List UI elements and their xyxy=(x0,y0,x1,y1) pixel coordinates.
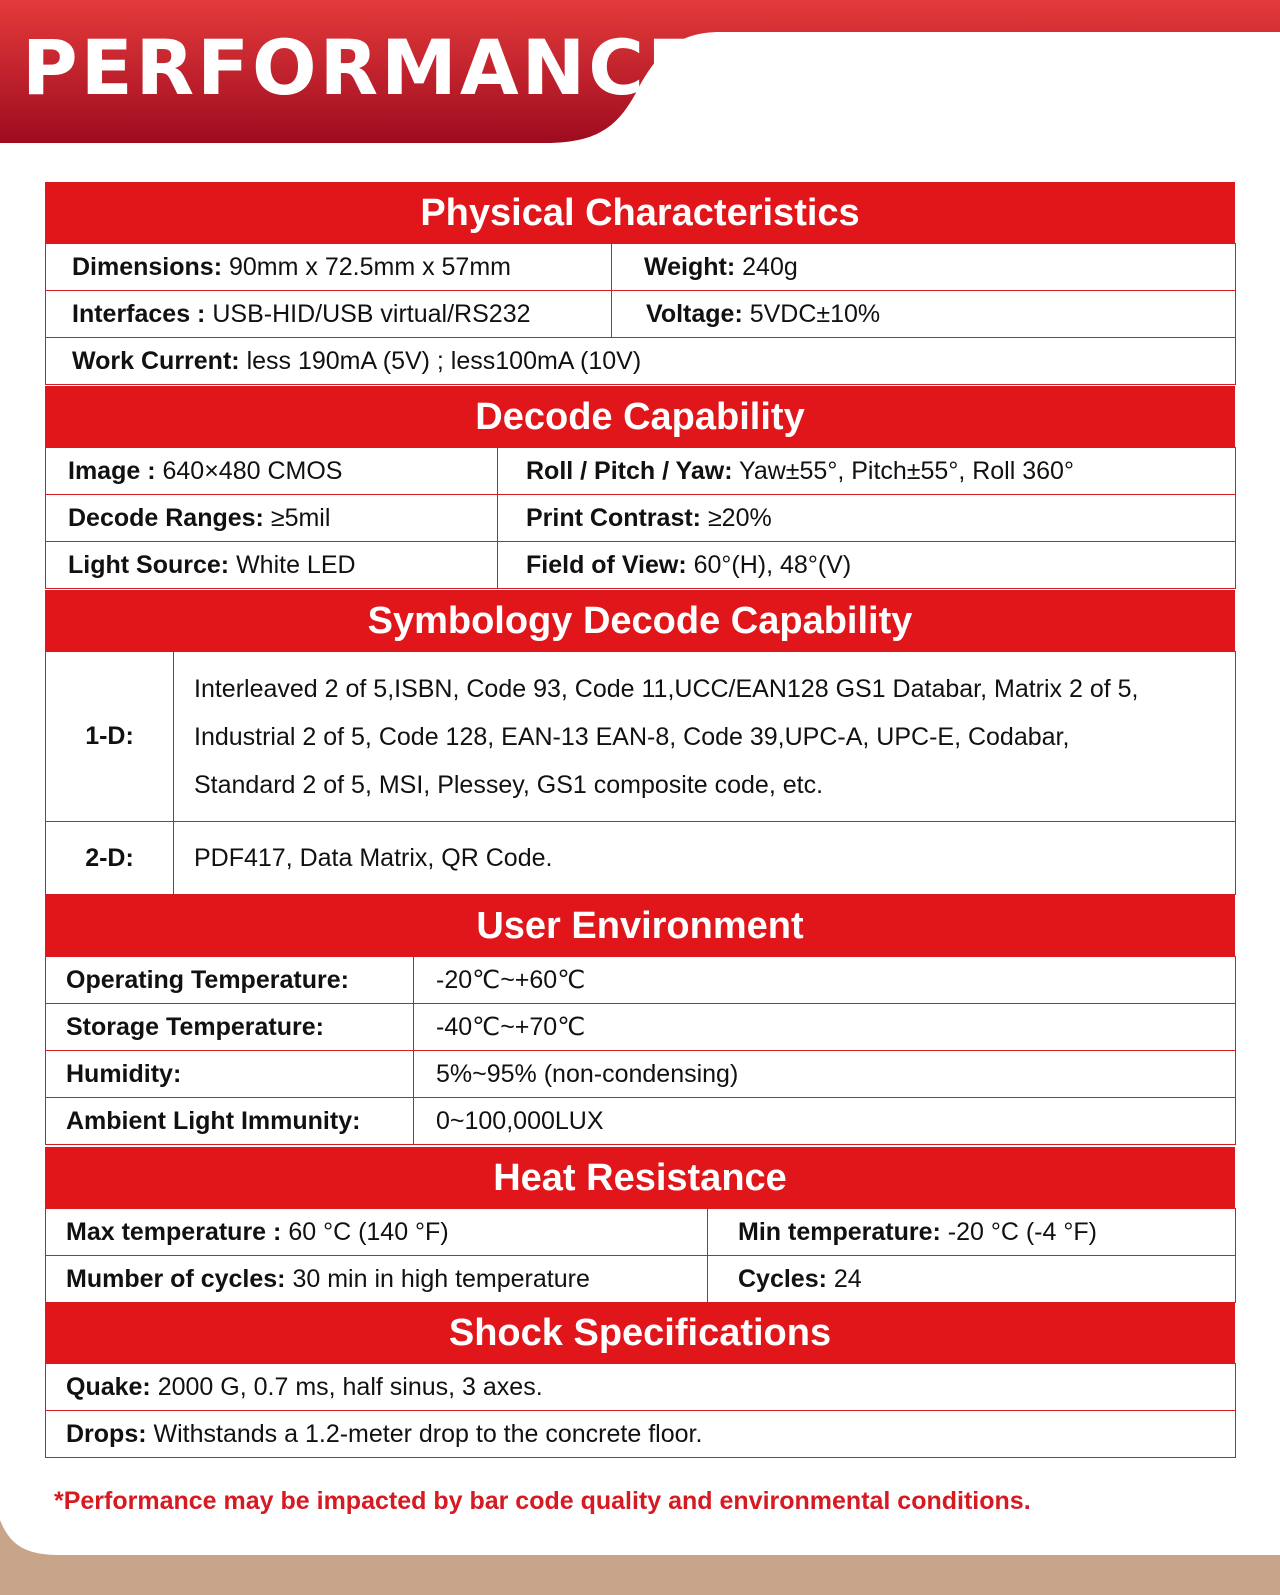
table-row xyxy=(46,1209,1236,1256)
spec-cell xyxy=(46,291,612,338)
table-row xyxy=(46,244,1236,291)
spec-label: Interfaces : xyxy=(72,299,206,328)
spec-value: USB-HID/USB virtual/RS232 xyxy=(212,299,531,328)
section-header-decode: Decode Capability xyxy=(45,386,1235,448)
spec-label: Operating Temperature: xyxy=(46,957,414,1004)
spec-value: 240g xyxy=(742,252,798,281)
spec-label: Weight: xyxy=(644,252,736,281)
spec-value: 60 °C (140 °F) xyxy=(288,1217,449,1246)
symbology-1d-line: Industrial 2 of 5, Code 128, EAN-13 EAN-8, Code 39,UPC-A, UPC-E, Codabar, xyxy=(194,722,1070,751)
table-row xyxy=(46,1051,1236,1098)
bottom-band-shape xyxy=(0,1520,1280,1595)
spec-value: 2000 G, 0.7 ms, half sinus, 3 axes. xyxy=(157,1372,543,1401)
spec-label: Field of View: xyxy=(526,550,687,579)
spec-label: Decode Ranges: xyxy=(68,503,264,532)
section-header-shock: Shock Specifications xyxy=(45,1302,1235,1364)
spec-value: -40℃~+70℃ xyxy=(414,1004,1236,1051)
spec-cell xyxy=(498,495,1236,542)
spec-value: 30 min in high temperature xyxy=(292,1264,590,1293)
spec-value: 0~100,000LUX xyxy=(414,1098,1236,1145)
spec-value: less 190mA (5V) ; less100mA (10V) xyxy=(246,346,642,375)
spec-value: ≥20% xyxy=(707,503,772,532)
section-header-physical: Physical Characteristics xyxy=(45,182,1235,244)
spec-cell xyxy=(46,244,612,291)
spec-cell xyxy=(46,1209,708,1256)
table-row xyxy=(46,495,1236,542)
spec-value: 24 xyxy=(833,1264,862,1293)
spec-label: Dimensions: xyxy=(72,252,223,281)
spec-label: Work Current: xyxy=(72,346,240,375)
symbology-table xyxy=(45,651,1236,895)
spec-cell xyxy=(46,1256,708,1303)
symbology-1d-line: Standard 2 of 5, MSI, Plessey, GS1 composite code, etc. xyxy=(194,770,824,799)
spec-value: 90mm x 72.5mm x 57mm xyxy=(228,252,511,281)
spec-label: Voltage: xyxy=(646,299,743,328)
symbology-2d-label: 2-D: xyxy=(46,822,174,895)
spec-label: Roll / Pitch / Yaw: xyxy=(526,456,733,485)
spec-cell xyxy=(612,244,1236,291)
symbology-1d-label: 1-D: xyxy=(46,652,174,822)
symbology-1d-line: Interleaved 2 of 5,ISBN, Code 93, Code 11,UCC/EAN128 GS1 Databar, Matrix 2 of 5, xyxy=(194,674,1139,703)
spec-value: 640×480 CMOS xyxy=(162,456,343,485)
spec-cell xyxy=(46,495,498,542)
performance-banner xyxy=(0,0,1280,150)
spec-label: Quake: xyxy=(66,1372,151,1401)
table-row xyxy=(46,338,1236,385)
spec-cell xyxy=(498,448,1236,495)
physical-table xyxy=(45,243,1236,385)
table-row xyxy=(46,1411,1236,1458)
section-header-environment: User Environment xyxy=(45,895,1235,957)
section-header-symbology: Symbology Decode Capability xyxy=(45,590,1235,652)
section-header-heat: Heat Resistance xyxy=(45,1147,1235,1209)
spec-cell xyxy=(46,1364,1236,1411)
shock-table xyxy=(45,1363,1236,1458)
table-row xyxy=(46,1256,1236,1303)
decode-table xyxy=(45,447,1236,589)
spec-cell xyxy=(46,1411,1236,1458)
spec-cell xyxy=(708,1256,1236,1303)
table-row xyxy=(46,1004,1236,1051)
spec-cell xyxy=(46,338,1236,385)
spec-label: Humidity: xyxy=(46,1051,414,1098)
symbology-1d-value xyxy=(174,652,1236,822)
table-row xyxy=(46,448,1236,495)
table-row xyxy=(46,652,1236,822)
spec-value: Withstands a 1.2-meter drop to the concrete floor. xyxy=(153,1419,703,1448)
table-row xyxy=(46,1098,1236,1145)
spec-label: Mumber of cycles: xyxy=(66,1264,286,1293)
spec-value: 60°(H), 48°(V) xyxy=(693,550,852,579)
spec-cell xyxy=(612,291,1236,338)
spec-label: Min temperature: xyxy=(738,1217,941,1246)
table-row xyxy=(46,957,1236,1004)
table-row xyxy=(46,291,1236,338)
spec-value: Yaw±55°, Pitch±55°, Roll 360° xyxy=(739,456,1074,485)
bottom-band xyxy=(0,1520,1280,1595)
spec-value: -20℃~+60℃ xyxy=(414,957,1236,1004)
spec-label: Cycles: xyxy=(738,1264,827,1293)
spec-label: Drops: xyxy=(66,1419,147,1448)
spec-cell xyxy=(46,448,498,495)
heat-table xyxy=(45,1208,1236,1303)
table-row xyxy=(46,822,1236,895)
table-row xyxy=(46,1364,1236,1411)
footnote: *Performance may be impacted by bar code quality and environmental conditions. xyxy=(54,1487,1031,1515)
spec-value: 5VDC±10% xyxy=(749,299,881,328)
page-title: PERFORMANCE xyxy=(22,23,702,112)
spec-cell xyxy=(46,542,498,589)
spec-value: 5%~95% (non-condensing) xyxy=(414,1051,1236,1098)
spec-label: Print Contrast: xyxy=(526,503,701,532)
spec-cell xyxy=(708,1209,1236,1256)
spec-label: Max temperature : xyxy=(66,1217,282,1246)
spec-value: White LED xyxy=(236,550,356,579)
spec-value: ≥5mil xyxy=(270,503,331,532)
symbology-2d-value: PDF417, Data Matrix, QR Code. xyxy=(174,822,1236,895)
spec-cell xyxy=(498,542,1236,589)
spec-label: Ambient Light Immunity: xyxy=(46,1098,414,1145)
table-row xyxy=(46,542,1236,589)
spec-label: Image : xyxy=(68,456,156,485)
spec-label: Storage Temperature: xyxy=(46,1004,414,1051)
spec-value: -20 °C (-4 °F) xyxy=(947,1217,1097,1246)
environment-table xyxy=(45,956,1236,1145)
spec-label: Light Source: xyxy=(68,550,230,579)
